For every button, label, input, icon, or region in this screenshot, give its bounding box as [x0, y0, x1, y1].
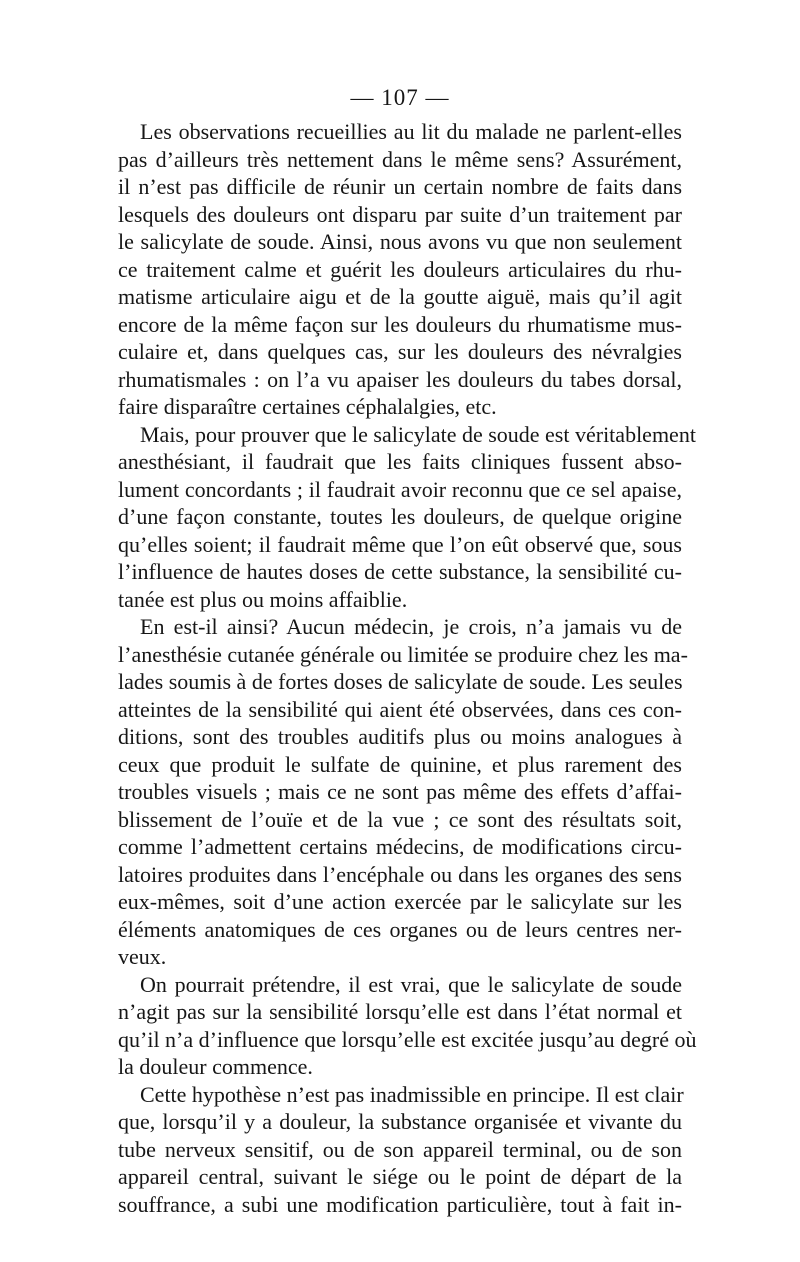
text-line: Les observations recueillies au lit du malade ne parlent-elles	[140, 119, 682, 144]
book-page	[118, 84, 697, 1218]
text-line: lades soumis à de fortes doses de salicylate de soude. Les seules	[118, 669, 683, 694]
text-line: souffrance, a subi une modification particulière, tout à fait in-	[118, 1191, 682, 1217]
text-line: En est-il ainsi? Aucun médecin, je crois, n’a jamais vu de	[140, 614, 682, 639]
text-line: tanée est plus ou moins affaiblie.	[118, 586, 408, 612]
text-line: que, lorsqu’il y a douleur, la substance organisée et vivante du	[118, 1109, 682, 1134]
text-line: lesquels des douleurs ont disparu par suite d’un traitement par	[118, 201, 682, 227]
text-line: n’agit pas sur la sensibilité lorsqu’elle est dans l’état normal et	[118, 999, 682, 1024]
text-line: Mais, pour prouver que le salicylate de soude est véritablement	[140, 421, 696, 447]
text-line: éléments anatomiques de ces organes ou de leurs centres ner-	[118, 916, 682, 942]
text-line: ceux que produit le sulfate de quinine, et plus rarement des	[118, 751, 682, 777]
text-line: ditions, sont des troubles auditifs plus ou moins analogues à	[118, 724, 682, 749]
text-line: encore de la même façon sur les douleurs du rhumatisme mus-	[118, 311, 682, 337]
text-line: blissement de l’ouïe et de la vue ; ce sont des résultats soit,	[118, 806, 682, 832]
text-line: comme l’admettent certains médecins, de modifications circu-	[118, 834, 682, 859]
text-line: le salicylate de soude. Ainsi, nous avons vu que non seulement	[118, 229, 682, 254]
text-line: rhumatismales : on l’a vu apaiser les douleurs du tabes dorsal,	[118, 366, 682, 392]
text-line: veux.	[118, 944, 167, 969]
text-line: culaire et, dans quelques cas, sur les douleurs des névralgies	[118, 339, 682, 364]
text-line: qu’elles soient; il faudrait même que l’on eût observé que, sous	[118, 531, 682, 557]
text-line: appareil central, suivant le siége ou le point de départ de la	[118, 1164, 682, 1189]
text-line: la douleur commence.	[118, 1054, 313, 1079]
text-line: atteintes de la sensibilité qui aient été observées, dans ces con-	[118, 696, 682, 722]
text-line: matisme articulaire aigu et de la goutte aiguë, mais qu’il agit	[118, 284, 682, 309]
text-line: latoires produites dans l’encéphale ou dans les organes des sens	[118, 861, 682, 887]
text-line: l’influence de hautes doses de cette substance, la sensibilité cu-	[118, 559, 682, 584]
body-text	[118, 118, 697, 1218]
text-line: qu’il n’a d’influence que lorsqu’elle est excitée jusqu’au degré où	[118, 1026, 697, 1052]
text-line: On pourrait prétendre, il est vrai, que le salicylate de soude	[140, 971, 682, 997]
text-line: l’anesthésie cutanée générale ou limitée se produire chez les ma-	[118, 641, 688, 667]
text-line: il n’est pas difficile de réunir un certain nombre de faits dans	[118, 174, 682, 199]
text-line: anesthésiant, il faudrait que les faits cliniques fussent abso-	[118, 449, 682, 474]
text-line: lument concordants ; il faudrait avoir reconnu que ce sel apaise,	[118, 476, 682, 502]
text-line: faire disparaître certaines céphalalgies, etc.	[118, 394, 497, 419]
text-line: d’une façon constante, toutes les douleurs, de quelque origine	[118, 504, 682, 529]
text-line: tube nerveux sensitif, ou de son appareil terminal, ou de son	[118, 1136, 682, 1162]
text-line: ce traitement calme et guérit les douleurs articulaires du rhu-	[118, 256, 682, 282]
page-number: — 107 —	[350, 85, 450, 110]
text-line: troubles visuels ; mais ce ne sont pas même des effets d’affai-	[118, 779, 682, 804]
text-line: pas d’ailleurs très nettement dans le même sens? Assurément,	[118, 146, 682, 172]
text-line: eux-mêmes, soit d’une action exercée par le salicylate sur les	[118, 889, 682, 914]
text-line: Cette hypothèse n’est pas inadmissible en principe. Il est clair	[140, 1081, 684, 1107]
